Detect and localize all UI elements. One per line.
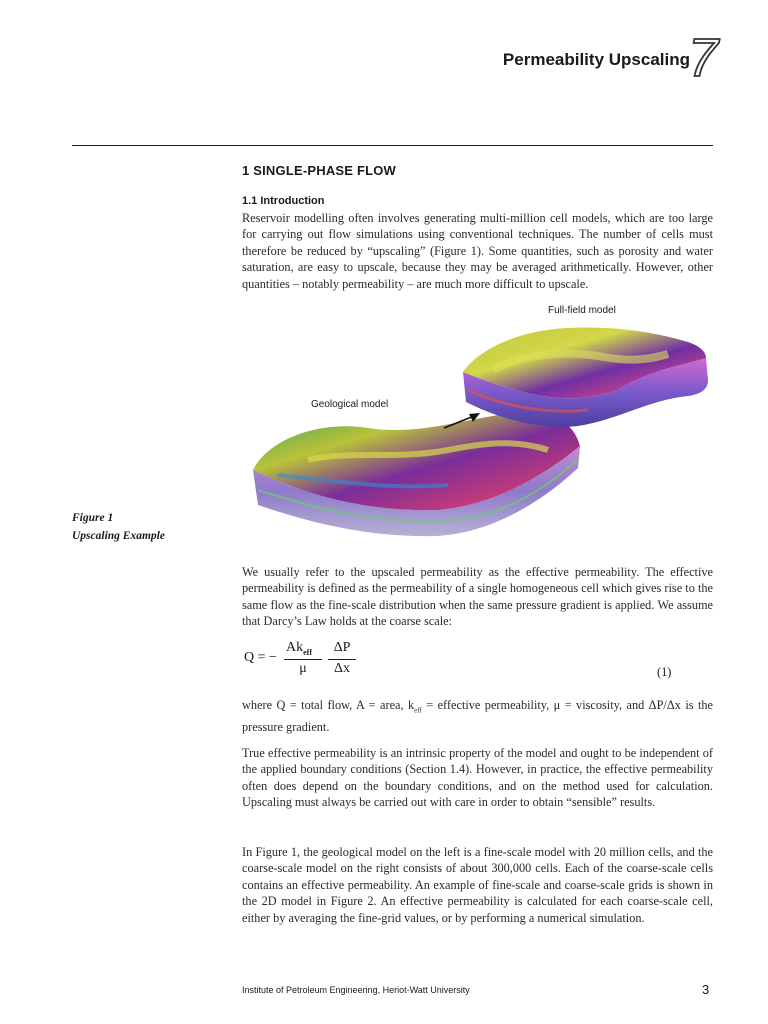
true-effective-paragraph: True effective permeability is an intrinsic property of the model and ought to be independent of the applied boundary conditions (Section 1.4). However, in practice, the effective permeability often does depend on the boundary conditions, and on the method used for calculation. Upscaling must always be carried out with care in order to obtain “sensible” results. xyxy=(242,746,713,810)
subsection-heading: 1.1 Introduction xyxy=(242,195,325,207)
equation-numerator-b: ΔP xyxy=(333,640,351,655)
figure-description-paragraph: In Figure 1, the geological model on the left is a fine-scale model with 20 million cells, and the coarse-scale model on the right consists of about 300,000 cells. Each of the coarse-scale cells contains an effective permeability. An example of fine-scale and coarse-scale grids is shown in the 2D model in Figure 2. An effective permeability is calculated for each coarse-scale cell, either by averaging the fine-grid values, or by performing a numerical simulation. xyxy=(242,845,713,925)
where-eff-subscript: eff xyxy=(414,706,422,715)
variable-definitions-paragraph xyxy=(242,697,713,735)
upscaling-figure xyxy=(248,300,708,545)
page-number: 3 xyxy=(702,982,710,997)
equation-fraction-bar-b xyxy=(328,659,356,660)
where-suffix: = effective permeability, μ = viscosity, and ΔP/Δx is the pressure gradient. xyxy=(242,698,713,734)
section-heading: 1 SINGLE-PHASE FLOW xyxy=(242,163,397,178)
intro-paragraph: Reservoir modelling often involves generating multi-million cell models, which are too large for carrying out flow simulations using conventional techniques. The number of cells must therefore be reduced by “upscaling” (Figure 1). Some quantities, such as porosity and water saturation, are easy to upscale, because they may be averaged arithmetically. However, other quantities – notably permeability – are much more difficult to upscale. xyxy=(242,211,713,291)
geological-model-label: Geological model xyxy=(311,399,389,410)
equation-numerator-a xyxy=(284,640,314,657)
figure-caption-title: Upscaling Example xyxy=(72,530,165,542)
equation-eff-subscript: eff xyxy=(303,647,312,657)
effective-permeability-paragraph: We usually refer to the upscaled permeability as the effective permeability. The effective permeability is defined as the permeability of a single homogeneous cell which gives rise to the same flow as the fine-scale distribution when the same pressure gradient is applied. We assume that Darcy’s Law holds at the coarse scale: xyxy=(242,565,713,629)
equation-fraction-bar-a xyxy=(284,659,322,660)
footer-institution: Institute of Petroleum Engineering, Heriot-Watt University xyxy=(242,985,470,995)
header-rule xyxy=(72,145,713,146)
chapter-number-mark xyxy=(684,30,724,82)
equation-ak: Ak xyxy=(285,640,304,655)
running-header-title: Permeability Upscaling xyxy=(502,50,690,69)
equation-denominator-b: Δx xyxy=(333,661,350,676)
reservoir-models-illustration xyxy=(248,300,708,545)
equation-denominator-a: μ xyxy=(299,661,307,676)
equation-number: (1) xyxy=(657,665,672,679)
equation-lhs: Q = − xyxy=(244,650,277,665)
darcy-equation xyxy=(244,640,394,684)
full-field-model-label: Full-field model xyxy=(548,305,616,316)
geological-model-block xyxy=(253,411,580,536)
full-field-model-block xyxy=(463,328,708,427)
chapter-number: 7 xyxy=(688,30,719,82)
where-prefix: where Q = total flow, A = area, k xyxy=(242,698,415,712)
figure-caption-number: Figure 1 xyxy=(72,512,114,524)
